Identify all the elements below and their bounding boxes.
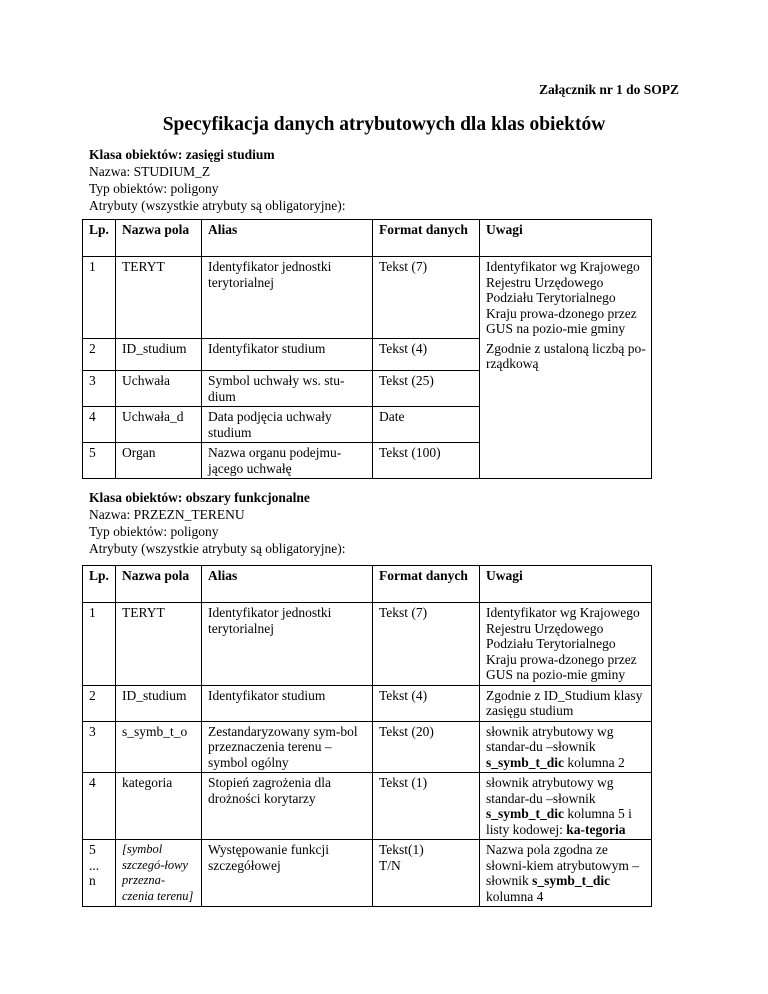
table-row [83,685,652,721]
section1-attrs: Atrybuty (wszystkie atrybuty są obligatoryjne): [89,198,346,213]
cell-alias: Data podjęcia uchwały studium [202,407,373,443]
section1-type: Typ obiektów: poligony [89,181,219,196]
cell-format: Tekst (100) [373,443,480,479]
section1-name: Nazwa: STUDIUM_Z [89,164,211,179]
header-alias: Alias [202,566,373,603]
notes-text: Nazwa pola zgodna ze słowni-kiem atrybutowym – słownik [486,842,639,888]
cell-notes: Zgodnie z ID_Studium klasy zasięgu studium [480,685,652,721]
format-part: T/N [379,857,401,873]
cell-name: [symbol szczegó-łowy przezna-czenia terenu] [116,840,202,907]
cell-format: Tekst (7) [373,603,480,686]
cell-name: Uchwała_d [116,407,202,443]
table-row [83,773,652,840]
cell-name: Organ [116,443,202,479]
section1-meta [89,146,345,214]
document-title: Specyfikacja danych atrybutowych dla klas obiektów [162,114,606,135]
format-part: Tekst(1) [379,842,424,857]
notes-bold: ka-tegoria [566,821,626,837]
cell-name: ID_studium [116,339,202,371]
cell-name: s_symb_t_o [116,721,202,773]
cell-format [373,840,480,907]
section2-attrs: Atrybuty (wszystkie atrybuty są obligatoryjne): [89,541,346,556]
header-format: Format danych [373,566,480,603]
header-name: Nazwa pola [116,220,202,257]
cell-format: Tekst (4) [373,685,480,721]
section2-table [82,565,652,907]
table-row [83,257,652,339]
header-format: Format danych [373,220,480,257]
cell-name: ID_studium [116,685,202,721]
cell-alias: Identyfikator studium [202,685,373,721]
cell-format: Date [373,407,480,443]
section2-meta [89,489,345,557]
cell-alias: Stopień zagrożenia dla drożności korytarzy [202,773,373,840]
notes-bold: s_symb_t_dic [486,806,565,821]
cell-notes: Identyfikator wg Krajowego Rejestru Urzędowego Podziału Terytorialnego Kraju prowa-dzonego przez GUS na pozio-mie gminy [480,603,652,686]
header-notes: Uwagi [480,566,652,603]
section2-type: Typ obiektów: poligony [89,524,219,539]
annex-label: Załącznik nr 1 do SOPZ [538,82,679,97]
cell-name: TERYT [116,603,202,686]
header-notes: Uwagi [480,220,652,257]
cell-lp: 2 [83,339,116,371]
table-row [83,339,652,371]
header-alias: Alias [202,220,373,257]
cell-lp [83,840,116,907]
cell-alias: Identyfikator studium [202,339,373,371]
table-row [83,721,652,773]
notes-text: kolumna 5 i listy kodowej: [486,806,632,837]
cell-alias: Symbol uchwały ws. stu-dium [202,371,373,407]
cell-lp: 1 [83,257,116,339]
section2-name: Nazwa: PRZEZN_TERENU [89,507,245,522]
notes-text: kolumna 2 [564,754,625,770]
cell-notes: Zgodnie z ustaloną liczbą po-rządkową [480,339,652,479]
cell-lp: 4 [83,773,116,840]
cell-notes: Identyfikator wg Krajowego Rejestru Urzędowego Podziału Terytorialnego Kraju prowa-dzonego przez GUS na pozio-mie gminy [480,257,652,339]
cell-name: kategoria [116,773,202,840]
cell-lp: 4 [83,407,116,443]
cell-format: Tekst (7) [373,257,480,339]
cell-notes [480,721,652,773]
cell-notes [480,840,652,907]
cell-lp: 3 [83,371,116,407]
notes-text: słownik atrybutowy wg standar-du –słownik [486,775,614,806]
section1-table [82,219,652,479]
cell-notes [480,773,652,840]
header-name: Nazwa pola [116,566,202,603]
section2-class: Klasa obiektów: obszary funkcjonalne [89,490,310,505]
section1-class: Klasa obiektów: zasięgi studium [89,147,275,162]
table-row [83,603,652,686]
notes-bold: s_symb_t_dic [486,754,565,770]
cell-lp: 2 [83,685,116,721]
cell-alias: Występowanie funkcji szczegółowej [202,840,373,907]
cell-alias: Zestandaryzowany sym-bol przeznaczenia terenu – symbol ogólny [202,721,373,773]
cell-lp: 5 [83,443,116,479]
cell-alias: Identyfikator jednostki terytorialnej [202,257,373,339]
header-lp: Lp. [83,220,116,257]
cell-lp: 1 [83,603,116,686]
notes-text: kolumna 4 [486,888,544,904]
cell-format: Tekst (4) [373,339,480,371]
cell-format: Tekst (1) [373,773,480,840]
notes-text: słownik atrybutowy wg standar-du –słownik [486,723,614,754]
lp-part: 5 [89,842,96,857]
cell-alias: Identyfikator jednostki terytorialnej [202,603,373,686]
table-header-row [83,220,652,257]
table-header-row [83,566,652,603]
header-lp: Lp. [83,566,116,603]
cell-format: Tekst (25) [373,371,480,407]
cell-name: TERYT [116,257,202,339]
cell-alias: Nazwa organu podejmu-jącego uchwałę [202,443,373,479]
cell-name: Uchwała [116,371,202,407]
cell-lp: 3 [83,721,116,773]
cell-format: Tekst (20) [373,721,480,773]
lp-part: ... [89,857,100,873]
lp-part: n [89,873,96,888]
notes-bold: s_symb_t_dic [532,873,611,888]
table-row [83,840,652,907]
